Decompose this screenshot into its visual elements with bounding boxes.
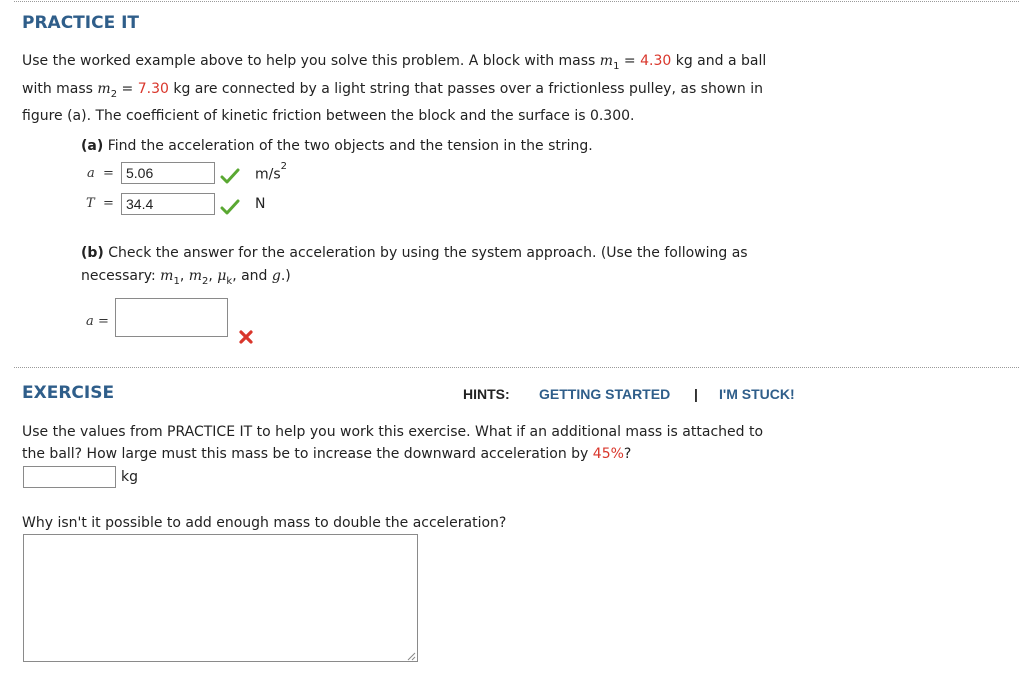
exercise-text-line-2: the ball? How large must this mass be to increase the downward acceleration by 45%? [22,446,632,462]
b-label: a [86,314,94,329]
exercise-text-line-1: Use the values from PRACTICE IT to help you work this exercise. What if an additional mass is attached to [22,424,764,440]
correct-check-icon [220,168,240,184]
top-divider [14,1,1019,2]
incorrect-x-icon [238,329,254,345]
acceleration-answer-field[interactable]: 5.06 [121,162,215,184]
b-equals: = [98,314,109,329]
explanation-textarea[interactable] [23,534,418,662]
system-acceleration-field[interactable] [115,298,228,337]
part-a-prompt: (a) Find the acceleration of the two objects and the tension in the string. [81,138,593,154]
t-label: T [86,196,95,211]
m2-value: 7.30 [137,81,169,97]
t-equals: = [103,196,114,211]
section-divider [14,367,1019,368]
part-b-prompt: (b) Check the answer for the acceleration by using the system approach. (Use the following as [81,245,748,261]
additional-mass-field[interactable] [23,466,116,488]
a-unit: $m/s^2$ [255,161,288,183]
practice-it-title: PRACTICE IT [22,13,140,33]
part-b-variables: necessary: $m_1$, $m_2$, $\mu_k$, and g.) [81,268,291,287]
hints-label: HINTS: [463,386,510,402]
t-unit: N [255,196,266,212]
hint-separator: | [694,386,698,402]
mass-unit: kg [121,469,138,485]
resize-handle-icon[interactable] [405,650,416,661]
exercise-title: EXERCISE [22,383,115,403]
correct-check-icon [220,199,240,215]
a-equals: = [103,166,114,181]
m1-value: 4.30 [640,53,672,69]
percent-value: 45% [592,446,624,462]
tension-answer-field[interactable]: 34.4 [121,193,215,215]
double-acceleration-question: Why isn't it possible to add enough mass to double the acceleration? [22,515,507,531]
im-stuck-link[interactable]: I'M STUCK! [719,386,795,402]
problem-line-2: with mass $m_2 = 7.30$ kg are connected by a light string that passes over a frictionless pulley, as shown in [22,81,763,100]
a-label: a [87,166,95,181]
problem-line-1: Use the worked example above to help you solve this problem. A block with mass $m_1 = 4.30$ kg and a ball [22,53,767,72]
getting-started-link[interactable]: GETTING STARTED [539,386,671,402]
problem-line-3: figure (a). The coefficient of kinetic friction between the block and the surface is 0.300. [22,108,635,124]
